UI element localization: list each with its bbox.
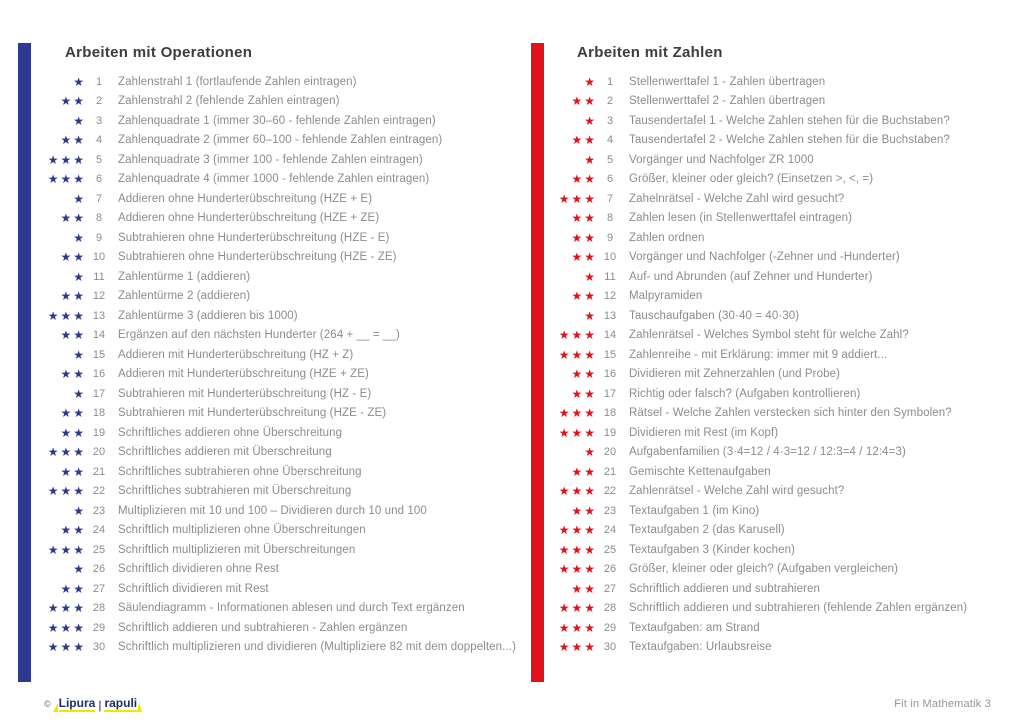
list-item [38,150,516,170]
item-label: Aufgabenfamilien (3·4=12 / 4·3=12 / 12:3=4 / 12:4=3) [629,446,906,459]
star-rating: ★★★ [558,601,597,616]
list-item [38,131,516,151]
item-label: Schriftliches addieren ohne Überschreitung [118,426,343,439]
list-item [549,228,967,248]
star-rating: ★★★ [47,445,86,460]
star-rating: ★★ [60,425,86,440]
left-column-list [38,72,516,657]
star-rating: ★★ [571,386,597,401]
list-item [549,345,967,365]
item-number: 10 [603,251,617,264]
star-rating: ★★ [571,133,597,148]
item-label: Addieren ohne Hunderterübschreitung (HZE + E) [118,192,373,205]
item-number: 18 [603,407,617,420]
item-label: Addieren mit Hunderterübschreitung (HZ + Z) [118,348,354,361]
item-number: 1 [606,75,614,88]
star-rating: ★★★ [558,406,597,421]
list-item [549,209,967,229]
item-label: Zahlen lesen (in Stellenwerttafel eintragen) [629,212,853,225]
item-label: Schriftlich dividieren ohne Rest [118,563,280,576]
list-item [38,228,516,248]
star-rating: ★ [584,152,597,167]
item-label: Zahlenquadrate 1 (immer 30–60 - fehlende Zahlen eintragen) [118,114,436,127]
star-rating: ★★ [60,581,86,596]
list-item [38,326,516,346]
list-item [38,209,516,229]
star-rating: ★★ [571,230,597,245]
star-rating: ★★ [571,211,597,226]
list-item [38,111,516,131]
item-label: Tausendertafel 1 - Welche Zahlen stehen für die Buchstaben? [629,114,950,127]
copyright-icon: © [44,699,51,709]
item-number: 28 [92,602,106,615]
list-item [549,384,967,404]
item-number: 20 [603,446,617,459]
item-number: 11 [604,270,616,283]
item-label: Addieren ohne Hunderterübschreitung (HZE + ZE) [118,212,380,225]
star-rating: ★★★ [47,542,86,557]
list-item [549,131,967,151]
star-rating: ★★★ [558,640,597,655]
list-item [38,189,516,209]
item-label: Vorgänger und Nachfolger (-Zehner und -Hunderter) [629,251,900,264]
flame-icon [137,702,144,712]
item-label: Vorgänger und Nachfolger ZR 1000 [629,153,814,166]
star-rating: ★★ [60,211,86,226]
item-number: 4 [95,134,103,147]
star-rating: ★ [584,113,597,128]
list-item [38,423,516,443]
item-number: 3 [606,114,614,127]
item-number: 16 [92,368,106,381]
list-item [38,638,516,658]
item-label: Säulendiagramm - Informationen ablesen und durch Text ergänzen [118,602,465,615]
booklet-title: Fit in Mathematik 3 [894,698,991,710]
list-item [549,72,967,92]
list-item [549,482,967,502]
item-label: Zahlen ordnen [629,231,705,244]
item-label: Zahlenrätsel - Welches Symbol steht für welche Zahl? [629,329,909,342]
star-rating: ★★ [571,289,597,304]
item-number: 30 [92,641,106,654]
list-item [38,540,516,560]
star-rating: ★★ [571,503,597,518]
item-number: 6 [606,173,614,186]
star-rating: ★ [73,503,86,518]
item-label: Dividieren mit Rest (im Kopf) [629,426,779,439]
list-item [549,599,967,619]
list-item [549,306,967,326]
item-label: Subtrahieren ohne Hunderterübschreitung (HZE - E) [118,231,390,244]
item-label: Stellenwerttafel 1 - Zahlen übertragen [629,75,826,88]
item-number: 21 [603,465,617,478]
list-item [38,170,516,190]
item-label: Schriftlich addieren und subtrahieren - Zahlen ergänzen [118,621,408,634]
list-item [549,326,967,346]
star-rating: ★★★ [558,542,597,557]
item-number: 3 [95,114,103,127]
star-rating: ★ [73,347,86,362]
item-label: Schriftlich multiplizieren mit Überschreitungen [118,543,356,556]
list-item [38,501,516,521]
item-number: 9 [95,231,103,244]
list-item [549,579,967,599]
list-item [549,267,967,287]
item-label: Schriftliches addieren mit Überschreitung [118,446,332,459]
star-rating: ★ [73,191,86,206]
item-number: 29 [92,621,106,634]
list-item [549,540,967,560]
item-label: Addieren mit Hunderterübschreitung (HZE + ZE) [118,368,369,381]
item-label: Dividieren mit Zehnerzahlen (und Probe) [629,368,841,381]
item-label: Malpyramiden [629,290,703,303]
item-label: Zahlenquadrate 4 (immer 1000 - fehlende Zahlen eintragen) [118,173,430,186]
star-rating: ★★★ [558,620,597,635]
item-number: 7 [606,192,614,205]
item-number: 27 [603,582,617,595]
star-rating: ★ [73,74,86,89]
item-number: 24 [603,524,617,537]
item-label: Gemischte Kettenaufgaben [629,465,771,478]
item-number: 17 [92,387,106,400]
star-rating: ★★★ [558,425,597,440]
item-number: 19 [92,426,106,439]
list-item [38,443,516,463]
item-label: Ergänzen auf den nächsten Hunderter (264 + __ = __) [118,329,400,342]
star-rating: ★★★ [47,484,86,499]
star-rating: ★★ [60,367,86,382]
list-item [38,560,516,580]
right-accent-bar [531,43,544,682]
item-number: 24 [92,524,106,537]
item-label: Zahlenquadrate 3 (immer 100 - fehlende Zahlen eintragen) [118,153,423,166]
item-label: Textaufgaben: Urlaubsreise [629,641,772,654]
item-number: 25 [92,543,106,556]
item-number: 13 [92,309,106,322]
star-rating: ★ [584,74,597,89]
item-number: 12 [603,290,617,303]
item-number: 4 [606,134,614,147]
item-number: 26 [92,563,106,576]
star-rating: ★ [584,308,597,323]
item-label: Zahlentürme 1 (addieren) [118,270,251,283]
list-item [38,345,516,365]
item-label: Tauschaufgaben (30·40 = 40·30) [629,309,800,322]
star-rating: ★★★ [47,172,86,187]
item-label: Schriftliches subtrahieren ohne Überschreitung [118,465,362,478]
list-item [549,248,967,268]
right-column-list [549,72,967,657]
item-number: 5 [606,153,614,166]
list-item [549,150,967,170]
star-rating: ★★★ [47,152,86,167]
item-label: Tausendertafel 2 - Welche Zahlen stehen für die Buchstaben? [629,134,950,147]
item-number: 28 [603,602,617,615]
triangle-icon [53,703,58,712]
item-label: Zahlenstrahl 2 (fehlende Zahlen eintragen) [118,95,340,108]
item-label: Schriftliches subtrahieren mit Überschreitung [118,485,352,498]
star-rating: ★ [73,230,86,245]
list-item [38,384,516,404]
item-label: Rätsel - Welche Zahlen verstecken sich hinter den Symbolen? [629,407,952,420]
item-number: 23 [92,504,106,517]
item-label: Schriftlich multiplizieren ohne Überschreitungen [118,524,366,537]
star-rating: ★★★ [47,601,86,616]
list-item [549,462,967,482]
item-number: 23 [603,504,617,517]
list-item [549,560,967,580]
list-item [549,365,967,385]
item-number: 8 [606,212,614,225]
star-rating: ★ [73,386,86,401]
item-number: 1 [95,75,103,88]
list-item [549,618,967,638]
item-label: Textaufgaben 1 (im Kino) [629,504,760,517]
item-number: 5 [95,153,103,166]
list-item [38,599,516,619]
item-label: Zahlenstrahl 1 (fortlaufende Zahlen eintragen) [118,75,357,88]
item-label: Schriftlich multiplizieren und dividieren (Multipliziere 82 mit dem doppelten...) [118,641,516,654]
item-number: 19 [603,426,617,439]
star-rating: ★ [584,445,597,460]
item-number: 29 [603,621,617,634]
item-label: Subtrahieren mit Hunderterübschreitung (HZE - ZE) [118,407,387,420]
item-label: Zahlenquadrate 2 (immer 60–100 - fehlende Zahlen eintragen) [118,134,443,147]
star-rating: ★★★ [47,620,86,635]
star-rating: ★★ [60,464,86,479]
star-rating: ★★ [571,94,597,109]
star-rating: ★★★ [47,308,86,323]
list-item [549,501,967,521]
item-number: 21 [92,465,106,478]
list-item [549,443,967,463]
item-number: 27 [92,582,106,595]
star-rating: ★ [73,269,86,284]
star-rating: ★★★ [558,347,597,362]
item-number: 16 [603,368,617,381]
item-number: 17 [603,387,617,400]
list-item [38,521,516,541]
star-rating: ★★ [571,464,597,479]
item-number: 18 [92,407,106,420]
item-label: Zahlentürme 3 (addieren bis 1000) [118,309,298,322]
star-rating: ★★ [60,250,86,265]
list-item [38,365,516,385]
publisher-logo [44,696,143,712]
list-item [549,92,967,112]
item-label: Größer, kleiner oder gleich? (Aufgaben vergleichen) [629,563,899,576]
list-item [38,248,516,268]
star-rating: ★ [73,113,86,128]
item-number: 26 [603,563,617,576]
list-item [38,287,516,307]
item-label: Zahelnrätsel - Welche Zahl wird gesucht? [629,192,845,205]
item-label: Multiplizieren mit 10 und 100 – Dividieren durch 10 und 100 [118,504,427,517]
list-item [38,579,516,599]
item-label: Auf- und Abrunden (auf Zehner und Hunderter) [629,270,873,283]
item-label: Textaufgaben 2 (das Karusell) [629,524,785,537]
list-item [549,404,967,424]
star-rating: ★★ [571,250,597,265]
list-item [38,267,516,287]
item-label: Zahlentürme 2 (addieren) [118,290,251,303]
star-rating: ★★ [60,523,86,538]
star-rating: ★★★ [558,484,597,499]
list-item [549,287,967,307]
star-rating: ★★★ [558,523,597,538]
star-rating: ★★★ [558,191,597,206]
left-column-title: Arbeiten mit Operationen [65,44,253,61]
item-number: 20 [92,446,106,459]
item-number: 14 [92,329,106,342]
star-rating: ★★ [571,172,597,187]
item-number: 11 [93,270,105,283]
item-number: 22 [603,485,617,498]
brand-name-lipura: Lipura [58,696,96,710]
brand-name-rapuli: rapuli [104,696,138,710]
star-rating: ★★ [60,133,86,148]
list-item [38,92,516,112]
star-rating: ★★ [571,581,597,596]
item-number: 6 [95,173,103,186]
item-label: Zahlenrätsel - Welche Zahl wird gesucht? [629,485,845,498]
item-label: Textaufgaben 3 (Kinder kochen) [629,543,796,556]
item-label: Schriftlich addieren und subtrahieren (fehlende Zahlen ergänzen) [629,602,968,615]
star-rating: ★★ [60,328,86,343]
list-item [38,462,516,482]
right-column-title: Arbeiten mit Zahlen [577,44,723,61]
item-number: 25 [603,543,617,556]
item-number: 30 [603,641,617,654]
item-number: 15 [603,348,617,361]
item-label: Schriftlich addieren und subtrahieren [629,582,821,595]
item-number: 22 [92,485,106,498]
star-rating: ★ [73,562,86,577]
list-item [38,404,516,424]
list-item [549,638,967,658]
item-number: 13 [603,309,617,322]
list-item [38,618,516,638]
item-number: 9 [606,231,614,244]
left-accent-bar [18,43,31,682]
item-number: 12 [92,290,106,303]
item-label: Schriftlich dividieren mit Rest [118,582,269,595]
list-item [549,423,967,443]
list-item [38,482,516,502]
item-label: Textaufgaben: am Strand [629,621,760,634]
item-label: Stellenwerttafel 2 - Zahlen übertragen [629,95,826,108]
item-label: Zahlenreihe - mit Erklärung: immer mit 9 addiert... [629,348,888,361]
item-number: 2 [606,95,614,108]
item-label: Subtrahieren ohne Hunderterübschreitung (HZE - ZE) [118,251,397,264]
item-label: Subtrahieren mit Hunderterübschreitung (HZ - E) [118,387,372,400]
brand-separator: | [98,698,102,712]
list-item [549,521,967,541]
star-rating: ★★ [60,406,86,421]
star-rating: ★★ [60,94,86,109]
item-number: 8 [95,212,103,225]
list-item [38,306,516,326]
item-label: Richtig oder falsch? (Aufgaben kontrollieren) [629,387,861,400]
list-item [549,111,967,131]
star-rating: ★ [584,269,597,284]
item-number: 10 [92,251,106,264]
item-label: Größer, kleiner oder gleich? (Einsetzen >, <, =) [629,173,874,186]
item-number: 15 [92,348,106,361]
star-rating: ★★★ [558,328,597,343]
list-item [38,72,516,92]
item-number: 7 [95,192,103,205]
star-rating: ★★★ [558,562,597,577]
star-rating: ★★ [60,289,86,304]
star-rating: ★★★ [47,640,86,655]
list-item [549,170,967,190]
item-number: 14 [603,329,617,342]
item-number: 2 [95,95,103,108]
star-rating: ★★ [571,367,597,382]
list-item [549,189,967,209]
